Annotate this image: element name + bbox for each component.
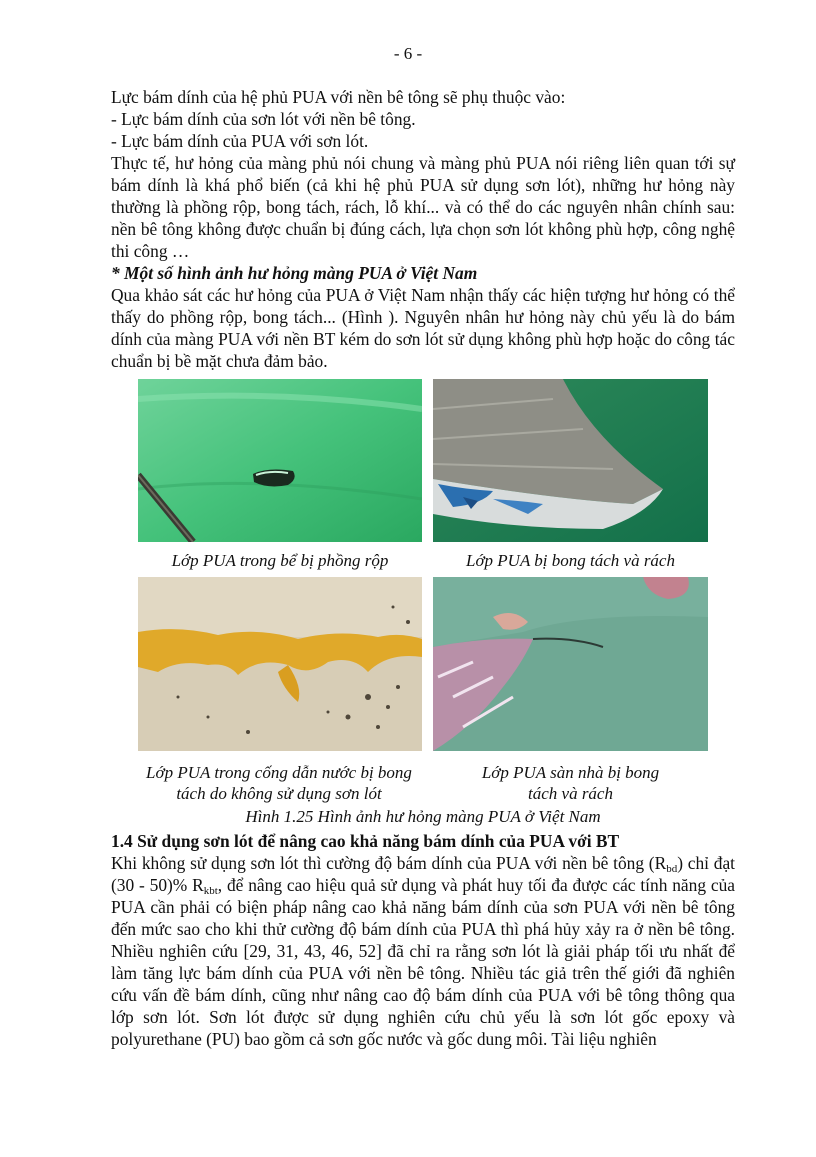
photo-peeled-torn <box>433 379 708 542</box>
survey-paragraph: Qua khảo sát các hư hỏng của PUA ở Việt Nam nhận thấy các hiện tượng hư hỏng có thể thấy do phồng rộp, bong tách... (Hình ). Nguyên nhân hư hỏng này chủ yếu là do bám dính của màng PUA với nền BT kém do sơn lót sử dụng không phù hợp hoặc do công tác chuẩn bị bề mặt chưa đảm bảo. <box>111 285 735 371</box>
intro-line: Lực bám dính của hệ phủ PUA với nền bê tông sẽ phụ thuộc vào: <box>111 87 566 107</box>
caption-bottom-right <box>433 762 708 804</box>
caption-bottom-right-line1: Lớp PUA sàn nhà bị bong <box>481 763 660 782</box>
photo-culvert-peeling <box>138 577 422 751</box>
section-text-1: Khi không sử dụng sơn lót thì cường độ bám dính của PUA với nền bê tông (R <box>111 853 667 873</box>
section-text-3: , để nâng cao hiệu quả sử dụng và phát huy tối đa được các tính năng của PUA cần phải có biện pháp nâng cao khả năng bám dính của sơn PUA với nền bê tông đến mức sao cho khi thử cường độ bám dính của PUA thì phá hủy xảy ra ở nền bê tông. Nhiều nghiên cứu [29, 31, 43, 46, 52] đã chỉ ra rằng sơn lót là giải pháp tối ưu nhất để làm tăng lực bám dính của PUA với nền bê tông. Nhiều tác giả trên thế giới đã nghiên cứu vấn đề bám dính, cũng như nâng cao độ bám dính của PUA với bê tông thông qua lớp sơn lót. Sơn lót được sử dụng nghiên cứu chủ yếu là sơn lót gốc epoxy và polyurethane (PU) bao gồm cả sơn gốc nước và gốc dung môi. Tài liệu nghiên <box>111 875 735 1049</box>
section-text-2: ) chỉ đạt (30 - 50)% R <box>111 853 735 895</box>
bullet-primer-concrete: - Lực bám dính của sơn lót với nền bê tông. <box>111 109 416 129</box>
intro-paragraph: Thực tế, hư hỏng của màng phủ nói chung và màng phủ PUA nói riêng liên quan tới sự bám dính là khá phổ biến (cả khi hệ phủ PUA sử dụng sơn lót), những hư hỏng này thường là phồng rộp, bong tách, rách, lỗ khí... và có thể do các nguyên nhân chính sau: nền bê tông không được chuẩn bị đúng cách, lựa chọn sơn lót không phù hợp, công nghệ thi công … <box>111 153 735 261</box>
caption-top-right: Lớp PUA bị bong tách và rách <box>466 551 675 570</box>
bullet-pua-primer: - Lực bám dính của PUA với sơn lót. <box>111 131 369 151</box>
photo-floor-peeling <box>433 577 708 751</box>
section-paragraph <box>111 852 735 1050</box>
section-block <box>111 830 735 1050</box>
subscript-kbt: kbt <box>203 885 218 897</box>
caption-bottom-left-line1: Lớp PUA trong cống dẫn nước bị bong <box>146 763 412 782</box>
caption-bottom-left-line2: tách do không sử dụng sơn lót <box>176 784 382 803</box>
section-heading: 1.4 Sử dụng sơn lót để nâng cao khả năng bám dính của PUA với BT <box>111 831 620 851</box>
caption-bottom-left <box>134 762 424 804</box>
figure-title: Hình 1.25 Hình ảnh hư hỏng màng PUA ở Việt Nam <box>245 807 601 826</box>
intro-block <box>111 86 735 372</box>
page-number: - 6 - <box>393 44 423 63</box>
caption-bottom-right-line2: tách và rách <box>528 784 613 803</box>
caption-top-left: Lớp PUA trong bể bị phồng rộp <box>171 551 389 570</box>
subheading: * Một số hình ảnh hư hỏng màng PUA ở Việt Nam <box>111 263 478 283</box>
photo-blistered-tank <box>138 379 422 542</box>
subscript-bd: bd <box>666 863 678 875</box>
